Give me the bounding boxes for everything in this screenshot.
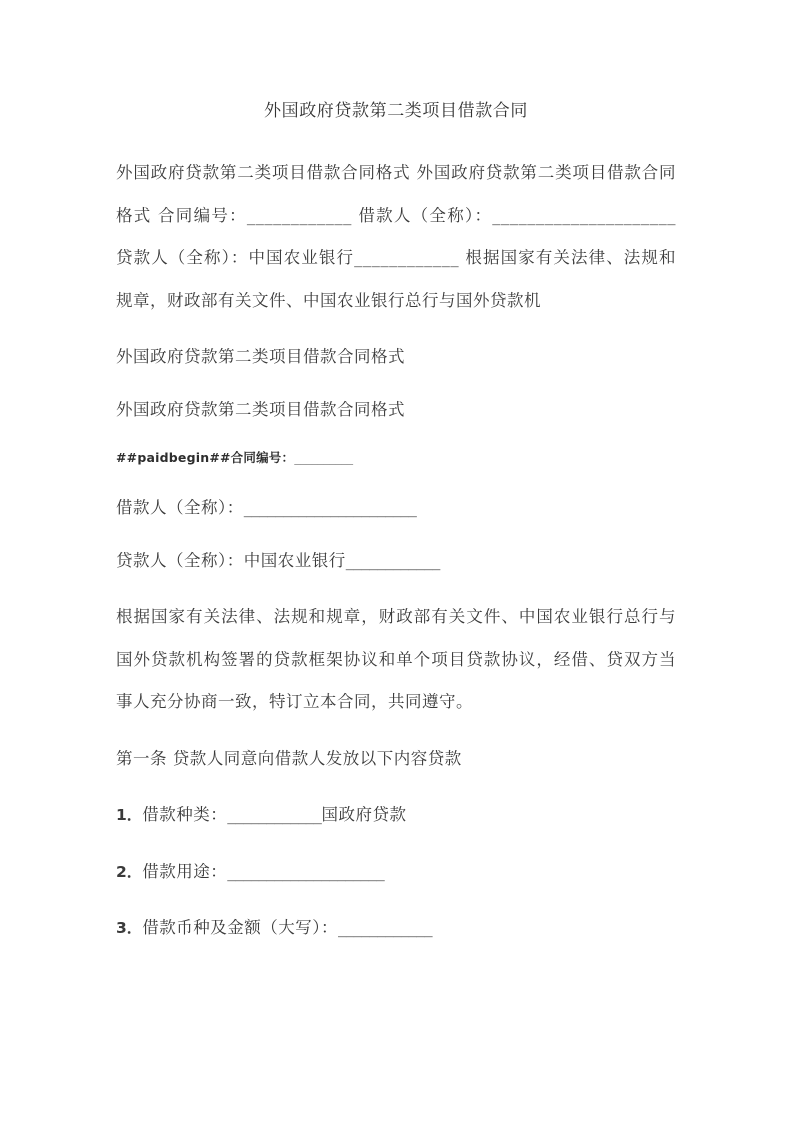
clause-item xyxy=(116,794,676,837)
paidbegin-marker-line xyxy=(116,441,676,475)
lender-line xyxy=(116,540,676,583)
document-content xyxy=(116,96,676,964)
clause-item xyxy=(116,851,676,894)
clause-blank: ____________ xyxy=(227,805,322,824)
borrower-label: 借款人（全称）： xyxy=(116,498,244,517)
clause-number: 1． xyxy=(116,806,143,824)
clause-item xyxy=(116,907,676,950)
article-one-heading: 第一条 贷款人同意向借款人发放以下内容贷款 xyxy=(116,748,462,768)
clause-number: 2． xyxy=(116,862,143,881)
clause-label: 借款币种及金额（大写）： xyxy=(142,918,339,937)
intro-paragraph: 外国政府贷款第二类项目借款合同格式 外国政府贷款第二类项目借款合同格式 合同编号：____________ 借款人（全称）：_____________________ 贷款人（全称）：中国农业银行____________ 根据国家有关法律、法规和规章，财政部有关文件、中国农业银行总行与国外贷款机 xyxy=(116,163,676,310)
clause-label: 借款用途： xyxy=(142,861,228,881)
page-title: 外国政府贷款第二类项目借款合同 xyxy=(264,101,528,121)
contract-number-label: 合同编号： xyxy=(230,450,295,465)
clause-blank: ____________ xyxy=(338,918,433,937)
borrower-line xyxy=(116,487,676,530)
preamble-paragraph: 根据国家有关法律、法规和规章，财政部有关文件、中国农业银行总行与国外贷款机构签署的贷款框架协议和单个项目贷款协议，经借、贷双方当事人充分协商一致，特订立本合同，共同遵守。 xyxy=(116,607,676,711)
heading-repeat-2: 外国政府贷款第二类项目借款合同格式 xyxy=(116,399,405,419)
clause-label: 借款种类： xyxy=(142,805,228,824)
contract-number-blank: __________ xyxy=(294,450,353,465)
borrower-blank: ______________________ xyxy=(243,498,417,517)
clause-blank: ____________________ xyxy=(227,861,385,881)
paidbegin-marker: ##paidbegin## xyxy=(116,450,231,465)
clause-number: 3． xyxy=(116,919,143,937)
lender-blank: ____________ xyxy=(345,550,440,570)
clause-suffix: 国政府贷款 xyxy=(321,805,407,824)
heading-repeat-1: 外国政府贷款第二类项目借款合同格式 xyxy=(116,347,405,366)
lender-label: 贷款人（全称）：中国农业银行 xyxy=(116,550,346,570)
